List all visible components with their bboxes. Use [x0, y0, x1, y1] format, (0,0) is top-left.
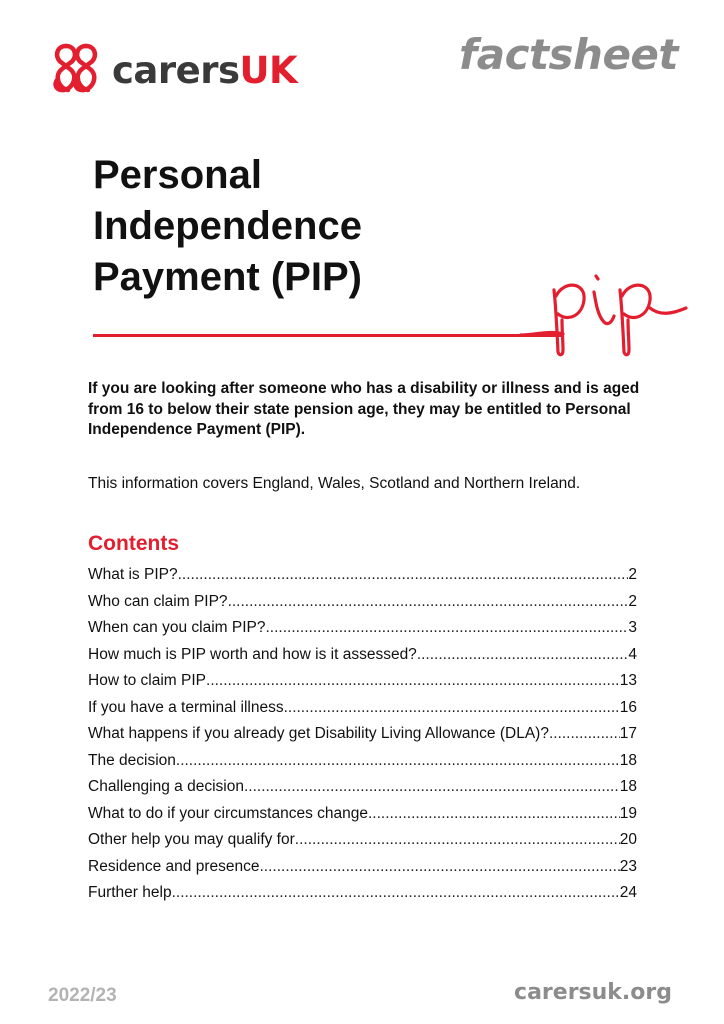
- toc-item-label: How much is PIP worth and how is it assessed?: [88, 645, 417, 663]
- toc-item-page: 2: [628, 592, 637, 610]
- toc-item-page: 19: [619, 804, 637, 822]
- toc-item-page: 2: [628, 566, 637, 583]
- toc-item-page: 16: [619, 698, 637, 716]
- toc-leader: [265, 615, 628, 642]
- toc-item-label: Other help you may qualify for: [88, 831, 295, 848]
- logo-wordmark: [112, 48, 298, 92]
- toc-item[interactable]: [88, 748, 637, 775]
- toc-item[interactable]: [88, 827, 637, 854]
- toc-item-page: 17: [619, 725, 637, 742]
- toc-item[interactable]: [88, 642, 637, 669]
- toc-item-page: 24: [619, 884, 637, 901]
- toc-leader: [176, 748, 620, 775]
- carers-uk-loops-icon: [50, 42, 106, 98]
- pip-script-decoration: [520, 250, 690, 360]
- toc-item[interactable]: [88, 668, 637, 695]
- toc-leader: [549, 721, 620, 748]
- toc-leader: [368, 801, 620, 828]
- toc-item-label: What is PIP?: [88, 566, 178, 583]
- toc-leader: [244, 774, 620, 801]
- title-line: Independence: [93, 204, 362, 248]
- toc-item-label: The decision: [88, 751, 176, 769]
- toc-item-page: 4: [628, 645, 637, 663]
- toc-item[interactable]: [88, 615, 637, 642]
- toc-item-label: Who can claim PIP?: [88, 592, 228, 610]
- page-title: [93, 150, 493, 303]
- intro-paragraph: If you are looking after someone who has a disability or illness and is aged from 16 to below their state pension age, they may be entitled to Personal Independence Payment (PIP).: [88, 380, 640, 438]
- toc-item[interactable]: [88, 562, 637, 589]
- footer-website-link[interactable]: carersuk.org: [514, 980, 672, 1005]
- toc-item-label: Further help: [88, 884, 172, 901]
- toc-item[interactable]: [88, 854, 637, 881]
- toc-leader: [178, 562, 629, 589]
- toc-item-label: How to claim PIP: [88, 672, 207, 689]
- table-of-contents: [88, 562, 637, 907]
- toc-item-label: If you have a terminal illness: [88, 698, 284, 716]
- toc-leader: [259, 854, 619, 881]
- contents-heading: Contents: [88, 532, 179, 555]
- toc-leader: [417, 642, 629, 669]
- carers-uk-logo: [50, 42, 297, 98]
- toc-leader: [172, 880, 620, 907]
- toc-item-label: Residence and presence: [88, 857, 260, 875]
- logo-word-carers: carers: [112, 48, 240, 92]
- toc-leader: [206, 668, 620, 695]
- toc-item-page: 13: [619, 672, 637, 689]
- toc-item[interactable]: [88, 880, 637, 907]
- toc-leader: [284, 695, 620, 722]
- toc-item-page: 18: [619, 778, 637, 795]
- toc-item[interactable]: [88, 695, 637, 722]
- toc-item-label: What happens if you already get Disability Living Allowance (DLA)?: [88, 725, 549, 742]
- toc-item-page: 18: [619, 751, 637, 769]
- toc-leader: [295, 827, 620, 854]
- toc-item-label: Challenging a decision: [88, 778, 244, 795]
- toc-item[interactable]: [88, 801, 637, 828]
- toc-leader: [228, 589, 629, 616]
- toc-item-page: 23: [619, 857, 637, 875]
- toc-item-label: When can you claim PIP?: [88, 619, 266, 636]
- title-line: Personal: [93, 153, 262, 197]
- toc-item[interactable]: [88, 721, 637, 748]
- toc-item-label: What to do if your circumstances change: [88, 804, 368, 822]
- toc-item-page: 3: [628, 619, 637, 636]
- footer-year: 2022/23: [48, 985, 117, 1006]
- logo-word-uk: UK: [239, 48, 298, 92]
- coverage-paragraph: This information covers England, Wales, Scotland and Northern Ireland.: [88, 475, 581, 492]
- toc-item[interactable]: [88, 589, 637, 616]
- toc-item[interactable]: [88, 774, 637, 801]
- title-underline: [93, 334, 563, 337]
- toc-item-page: 20: [619, 831, 637, 848]
- document-type-label: factsheet: [458, 30, 678, 79]
- title-line: Payment (PIP): [93, 255, 362, 299]
